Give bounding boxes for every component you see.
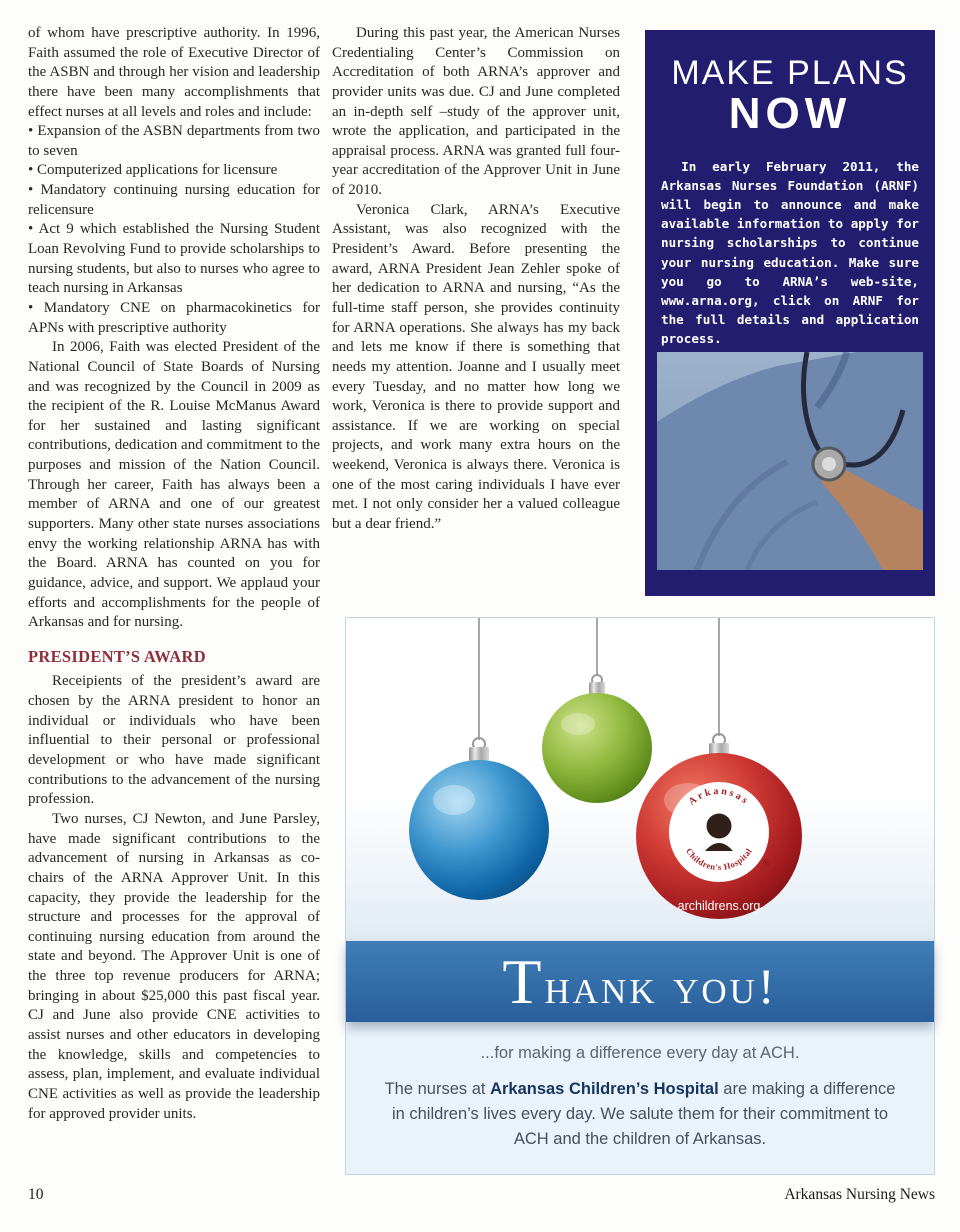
child-silhouette-icon [707,814,732,839]
ach-body-suffix: are making a difference in children’s lives every day. We salute them for their commitment to ACH and the children of Arkansas. [391,1080,896,1148]
promo-body-text: In early February 2011, the Arkansas Nurses Foundation (ARNF) will begin to announce and make available information to apply for nursing scholarships to continue your nursing education. Make sure you go to ARNA’s web-site, www.arna.org, click on ARNF for the full details and application process. [661,158,919,347]
body-paragraph: Receipients of the president’s award are chosen by the ARNA president to honor an individual or individuals who have been influential to their personal or professional development or who have made significant contributions to the advancement of the nursing profession. [28,673,320,808]
promo-title-line2: NOW [728,89,852,138]
registered-mark: ® [763,858,770,868]
body-paragraph: of whom have prescriptive authority. In 1996, Faith assumed the role of Executive Director of the ASBN and through her vision and leadership there have been many accomplishments that effect nurses at all levels and roles and include: [28,25,320,120]
left-column [28,24,320,1124]
promo-title-line1: MAKE PLANS [671,54,909,92]
body-paragraph: During this past year, the American Nurses Credentialing Center’s Commission on Accreditation of both ARNA’s approver and provider units was due. CJ and June completed an in-depth self –study of the approver unit, wrote the application, and participated in the appraisal process. ARNA was granted full four-year accreditation of the Approver Unit in June of 2010. [332,25,620,199]
bullet-item: • Mandatory CNE on pharmacokinetics for APNs with prescriptive authority [28,299,320,336]
ach-logo-arc-top: Arkansas [686,785,752,808]
page-number: 10 [28,1186,44,1203]
ach-hospital-name: Arkansas Children’s Hospital [490,1080,719,1098]
ach-body-prefix: The nurses at [384,1080,491,1098]
christmas-ornaments-illustration [346,618,934,941]
bullet-item: • Act 9 which established the Nursing Student Loan Revolving Fund to provide scholarships to nursing students, but also to nurses who agree to teach nursing in Arkansas [28,221,320,297]
ach-logo-arc-bottom: Children's Hospital [684,846,754,873]
body-paragraph: In 2006, Faith was elected President of the National Council of State Boards of Nursing and was recognized by the Council in 2009 as the recipient of the R. Louise McManus Award for her sustained and lasting significant contributions, dedication and commitment to the purposes and mission of the Nation Council. Through her career, Faith has always been a member of ARNA and one of our greatest supporters. Many other state nurses associations envy the working relationship ARNA has with the Board. ARNA has counted on you for guidance, advice, and support. We applaud your efforts and accomplishments for the people of Arkansas and for nursing. [28,339,320,631]
nurse-photo-illustration [657,352,923,570]
make-plans-promo-box [645,30,935,596]
ach-ad-box [345,617,935,1175]
body-paragraph: Veronica Clark, ARNA’s Executive Assistant, was also recognized with the President’s Award. Before presenting the award, ARNA President Jean Zehler spoke of her dedication to ARNA and nursing, “As the full-time staff person, she provides continuity for ARNA operations. She always has my back and lets me know if there is something that needs my attention. Joanne and I usually meet every Tuesday, and no matter how long we work, Veronica is there to provide support and assistance. If we are working on special projects, and work many extra hours on the weekend, Veronica is always there. Veronica is one of the most caring individuals I have ever met. I not only consider her a valued colleague but a dear friend.” [332,201,620,533]
ach-url-text: archildrens.org [677,899,761,913]
promo-title [645,30,935,138]
bullet-item: • Expansion of the ASBN departments from two to seven [28,123,320,159]
middle-column [332,24,620,535]
body-paragraph: Two nurses, CJ Newton, and June Parsley, have made significant contributions to the advancement of nursing in Arkansas as co-chairs of the ARNA Approver Unit. In this capacity, they provide the leadership for the structure and processes for the approval of continuing nursing education from around the state and beyond. The Approver Unit is one of the three top revenue producers for ARNA; bringing in about $25,000 this past fiscal year. CJ and June also provide CNE activities to assist nurses and other educators in developing the knowledge, skills and competencies to assess, plan, implement, and evaluate individual CNE activities as well as provide the leadership for approved provider units. [28,810,320,1122]
presidents-award-heading: PRESIDENT’S AWARD [28,646,206,666]
bullet-item: • Mandatory continuing nursing education for relicensure [28,182,320,218]
ach-tagline: ...for making a difference every day at ACH. [480,1044,800,1062]
bullet-item: • Computerized applications for licensure [28,162,278,179]
bullet-list [28,122,320,338]
thank-you-banner [346,941,934,1022]
thank-you-text: Thank you! [502,945,778,1017]
ach-body-text [378,1077,902,1151]
publication-name: Arkansas Nursing News [784,1186,935,1203]
